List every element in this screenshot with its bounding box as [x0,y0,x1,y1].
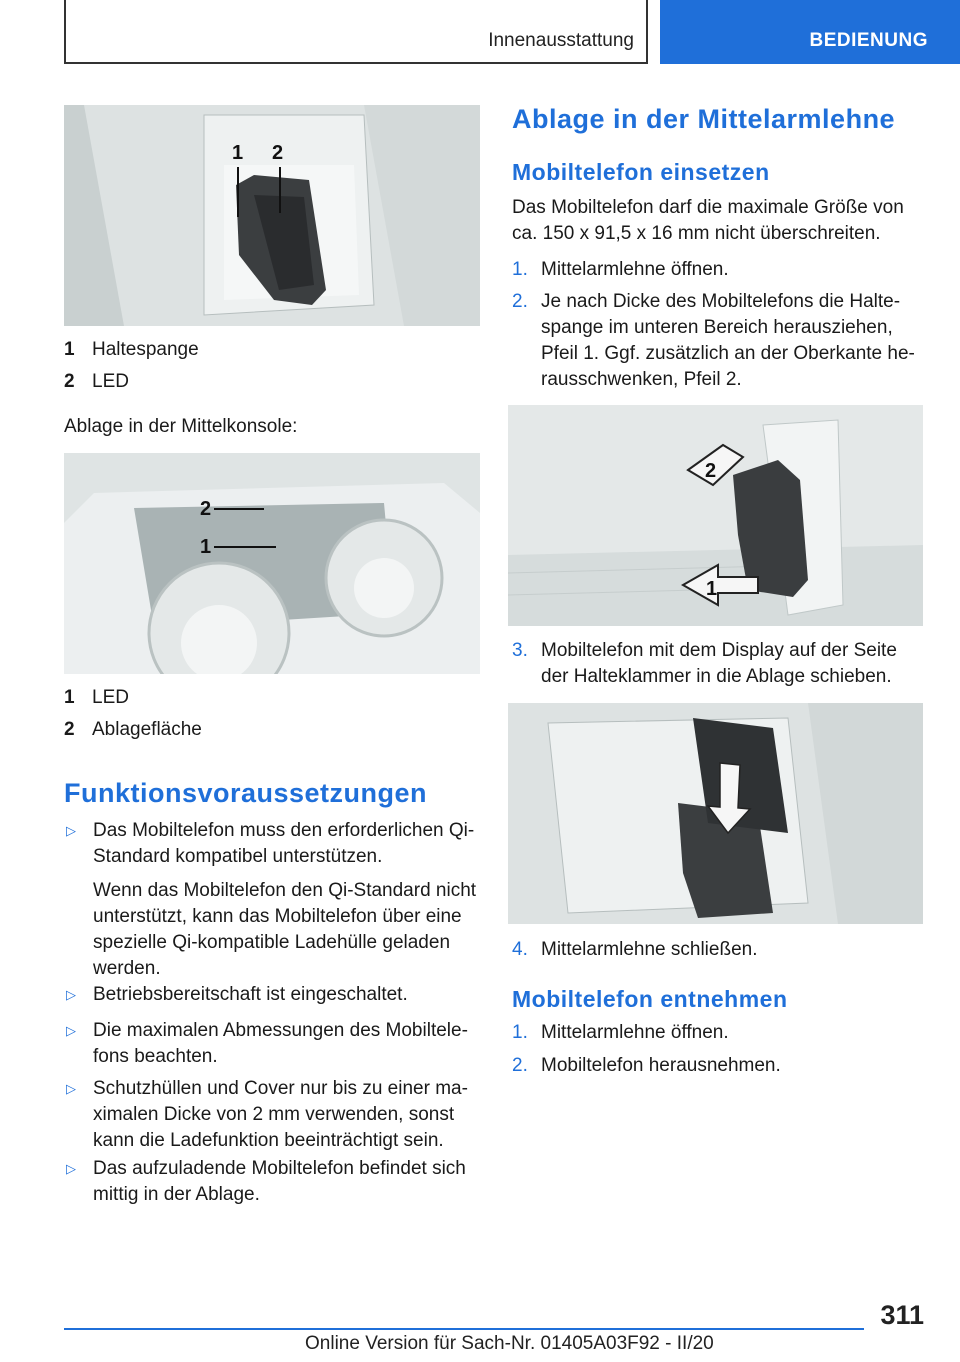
step-item: 2. Mobiltelefon herausnehmen. [512,1055,781,1076]
armrest-heading: Ablage in der Mittelarmlehne [512,104,896,134]
triangle-bullet-icon: ▷ [66,823,76,838]
requirement-item: ▷ Betriebsbereitschaft ist eingeschaltet. [64,982,480,1008]
image2-callout-2: 2 [200,498,212,520]
image2-callout-1: 1 [200,536,212,558]
triangle-bullet-icon: ▷ [66,1023,76,1038]
step-item: 3. Mobiltelefon mit dem Display auf der Seite der Halteklammer in die Ablage schieben. [512,640,897,687]
header-chapter: Innenausstattung [488,30,634,51]
footer-rule [64,1328,864,1330]
image1-callout-2: 2 [272,142,284,164]
triangle-bullet-icon: ▷ [66,1161,76,1176]
console-caption: Ablage in der Mittelkonsole: [64,416,298,437]
holder-clip-image [508,405,923,626]
image1-callout-1: 1 [232,142,244,164]
footer-text: Online Version für Sach-Nr. 01405A03F92 - II/20 [305,1333,714,1354]
header-section: BEDIENUNG [809,30,928,51]
requirements-heading: Funktionsvoraussetzungen [64,778,428,808]
legend2-item: 2 Ablagefläche [64,719,202,740]
step-item: 1. Mittelarmlehne öffnen. [512,259,729,280]
requirement-item: ▷ Schutzhüllen und Cover nur bis zu einer maximalen Dicke von 2 mm verwenden, sonst kann die Ladefunktion beeinträchtigt sein. [66,1078,468,1151]
phone-insert-image [508,703,923,924]
legend2-item: 1 LED [64,687,129,708]
image3-callout-1: 1 [706,578,718,600]
step-item: 1. Mittelarmlehne öffnen. [512,1022,729,1043]
image3-callout-2: 2 [705,460,717,482]
legend1-item: 2 LED [64,371,129,392]
triangle-bullet-icon: ▷ [66,1081,76,1096]
insert-intro: Das Mobiltelefon darf die maximale Größe von ca. 150 x 91,5 x 16 mm nicht überschreiten. [512,197,904,244]
triangle-bullet-icon: ▷ [66,987,76,1002]
remove-heading: Mobiltelefon entnehmen [512,986,788,1012]
insert-heading: Mobiltelefon einsetzen [512,159,770,185]
requirement-item: ▷ Das Mobiltelefon muss den erforderlichen Qi-Standard kompatibel unterstützen. Wenn das Mobiltelefon den Qi-Standard nicht unterstützt, kann das Mobiltelefon über eine spezielle Qi-kompatible Ladehülle geladen werden. [66,820,477,979]
requirement-item: ▷ Das aufzuladende Mobiltelefon befindet sich mittig in der Ablage. [66,1158,466,1205]
requirement-item: ▷ Die maximalen Abmessungen des Mobiltelefons beachten. [66,1020,468,1067]
armrest-holder-image [64,105,480,326]
console-tray-image [64,453,480,674]
page-number: 311 [880,1300,924,1330]
legend1-item: 1 Haltespange [64,339,199,360]
step-item: 2. Je nach Dicke des Mobiltelefons die Haltespange im unteren Bereich herausziehen, Pfeil 1. Ggf. zusätzlich an der Oberkante herausschwenken, Pfeil 2. [512,291,915,390]
step-item: 4. Mittelarmlehne schließen. [512,939,758,960]
header-chapter-box [64,0,648,64]
header-section-box [660,0,960,64]
